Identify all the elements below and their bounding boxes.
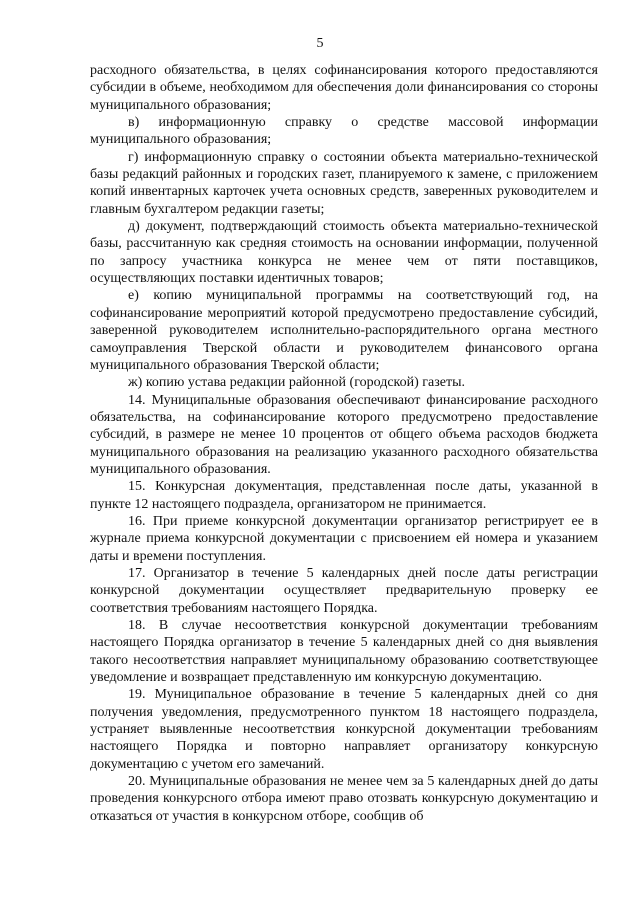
paragraph-item-e: е) копию муниципальной программы на соответствующий год, на софинансирование мероприятий которой предусмотрено предоставление субсидий, заверенной руководителем исполнительно-распорядительного органа местного самоуправления Тверской области и руководителем финансового органа муниципального образования Тверской области; [90,288,598,373]
paragraph-clause-16: 16. При приеме конкурсной документации организатор регистрирует ее в журнале приема конкурсной документации с присвоением ей номера и указанием даты и времени поступления. [90,513,598,564]
paragraph-clause-20: 20. Муниципальные образования не менее чем за 5 календарных дней до даты проведения конкурсного отбора имеют право отозвать конкурсную документацию и отказаться от участия в конкурсном отборе, сообщив об [90,774,598,824]
paragraph-item-g: г) информационную справку о состоянии объекта материально-технической базы редакций районных и городских газет, планируемого к замене, с приложением копий инвентарных карточек учета основных средств, заверенных руководителем и главным бухгалтером редакции газеты; [90,149,598,217]
paragraph-continuation: расходного обязательства, в целях софинансирования которого предоставляются субсидии в объеме, необходимом для обеспечения доли финансирования со стороны муниципального образования; [90,63,598,113]
paragraph-item-d: д) документ, подтверждающий стоимость объекта материально-технической базы, рассчитанную как средняя стоимость на основании информации, полученной по запросу участника конкурса не менее чем от пяти поставщиков, осуществляющих поставки идентичных товаров; [90,219,598,287]
paragraph-clause-18: 18. В случае несоответствия конкурсной документации требованиям настоящего Порядка организатор в течение 5 календарных дней со дня выявления такого несоответствия направляет муниципальному образованию соответствующее уведомление и возвращает представленную им конкурсную документацию. [90,618,598,686]
page-number: 5 [316,36,324,51]
paragraph-clause-19: 19. Муниципальное образование в течение 5 календарных дней со дня получения уведомления, предусмотренного пунктом 18 настоящего подраздела, устраняет выявленные несоответствия конкурсной документации требованиям настоящего Порядка и повторно направляет организатору конкурсную документацию с учетом его замечаний. [90,687,598,772]
paragraph-clause-14: 14. Муниципальные образования обеспечивают финансирование расходного обязательства, на софинансирование которого предусмотрено предоставление субсидий, в размере не менее 10 процентов от общего объема расходов бюджета муниципального образования на реализацию указанного расходного обязательства муниципального образования. [90,392,598,477]
paragraph-clause-15: 15. Конкурсная документация, представленная после даты, указанной в пункте 12 настоящего подраздела, организатором не принимается. [90,479,598,512]
paragraph-clause-17: 17. Организатор в течение 5 календарных дней после даты регистрации конкурсной документации осуществляет предварительную проверку ее соответствия требованиям настоящего Порядка. [90,565,598,616]
paragraph-item-zh: ж) копию устава редакции районной (городской) газеты. [128,375,466,391]
document-body [90,62,598,825]
paragraph-item-v: в) информационную справку о средстве массовой информации муниципального образования; [90,115,598,148]
